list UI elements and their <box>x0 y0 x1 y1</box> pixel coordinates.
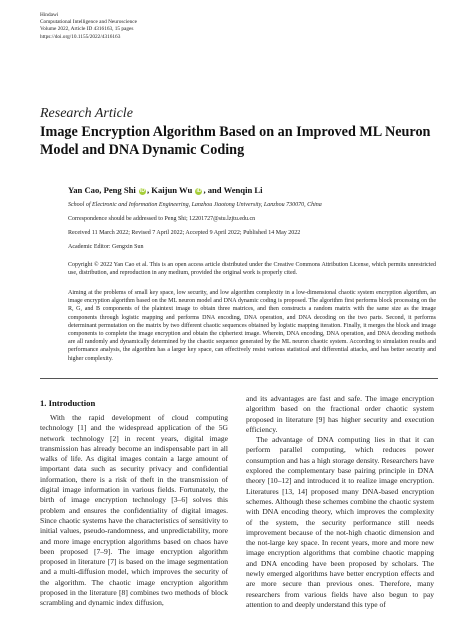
body-column-right <box>246 394 434 610</box>
author-list <box>68 185 263 195</box>
publication-dates: Received 11 March 2022; Revised 7 April 2022; Accepted 9 April 2022; Published 14 May 2022 <box>68 230 301 236</box>
article-type: Research Article <box>40 106 133 121</box>
journal-header <box>40 12 137 41</box>
academic-editor: Academic Editor: Gengxin Sun <box>68 244 144 250</box>
author-names-1: Yan Cao, Peng Shi <box>68 185 136 195</box>
section-heading: 1. Introduction <box>40 398 96 408</box>
publisher-name: Hindawi <box>40 12 59 18</box>
copyright-notice: Copyright © 2022 Yan Cao et al. This is an open access article distributed under the Creative Commons Attribution License, which permits unrestricted use, distribution, and reproduction in any medium, provided the original work is properly cited. <box>68 262 436 277</box>
volume-line: Volume 2022, Article ID 4316163, 15 pages <box>40 26 134 33</box>
correspondence: Correspondence should be addressed to Peng Shi; 12201727@stu.lzjtu.edu.cn <box>68 216 256 222</box>
orcid-icon[interactable]: iD <box>139 188 145 194</box>
abstract: Aiming at the problems of small key space, low security, and low algorithm complexity in a low-dimensional chaotic system encryption algorithm, an image encryption algorithm based on the ML neuron model and DNA dynamic coding is proposed. The algorithm first performs block processing on the R, G, and B components of the plaintext image to obtain three matrices, and then constructs a random matrix with the same size as the image components through logistic mapping and performs DNA encoding, DNA operation, and DNA decoding on the two parts. Second, it performs determinant permutation on the matrix by two different chaotic sequences obtained by logistic mapping iteration. Finally, it merges the block and image components to complete the image encryption and obtain the ciphertext image. Wherein, DNA encoding, DNA operation, and DNA decoding methods are all randomly and dynamically determined by the chaotic sequence generated by the ML neuron chaotic system. According to simulation results and performance analysis, the algorithm has a larger key space, can effectively resist various statistical and differential attacks, and has better security and higher complexity. <box>68 290 436 362</box>
doi-link[interactable]: https://doi.org/10.1155/2022/4316163 <box>40 33 121 40</box>
orcid-icon[interactable]: iD <box>196 188 202 194</box>
paragraph: The advantage of DNA computing lies in that it can perform parallel computing, which reduces power consumption and has a high storage density. Researchers have explored the complementary base pairing principle in DNA theory [10–12] and introduced it to realize image encryption. Literatures [13, 14] proposed many DNA-based encryption schemes. Although these schemes combine the chaotic system with DNA encoding theory, which improves the complexity of the system, the security performance still needs improvement because of the not-high chaotic dimension and the not-large key space. In recent years, more and more new image encryption algorithms that combine chaotic mapping and DNA encoding have been proposed by scholars. The newly emerged algorithms have better encryption effects and are more secure than previous ones. Therefore, many researchers from various fields have also begun to pay attention to and deeply understand this type of <box>246 435 434 609</box>
author-names-2: , Kaijun Wu <box>146 185 193 195</box>
paragraph: With the rapid development of cloud computing technology [1] and the widespread application of the 5G network technology [2] in recent years, digital image transmission has already become an indispensable part in all walks of life. As digital images contain a large amount of important data such as security privacy and confidential information, there is a risk of theft in the transmission of digital image information in various fields. Fortunately, the birth of image encryption technology [3–6] solves this problem and ensures the confidentiality of digital images. Since chaotic systems have the characteristics of sensitivity to initial values, pseudo-randomness, and unpredictability, more and more image encryption algorithms based on chaos have been proposed [7–9]. The image encryption algorithm proposed in literature [7] is based on the image segmentation and a multi-diffusion model, which improves the security of the algorithm. The chaotic image encryption algorithm proposed in the literature [8] combines two methods of block scrambling and dynamic index diffusion, <box>40 413 228 608</box>
author-names-3: , and Wenqin Li <box>203 185 263 195</box>
paragraph: and its advantages are fast and safe. The image encryption algorithm based on the fractional order chaotic system proposed in literature [9] has higher security and execution efficiency. <box>246 394 434 434</box>
affiliation: School of Electronic and Information Engineering, Lanzhou Jiaotong University, Lanzhou 730070, China <box>68 202 322 208</box>
body-column-left <box>40 413 228 609</box>
article-title: Image Encryption Algorithm Based on an Improved ML Neuron Model and DNA Dynamic Coding <box>40 124 431 158</box>
section-divider <box>40 378 438 379</box>
journal-name: Computational Intelligence and Neuroscience <box>40 19 137 26</box>
